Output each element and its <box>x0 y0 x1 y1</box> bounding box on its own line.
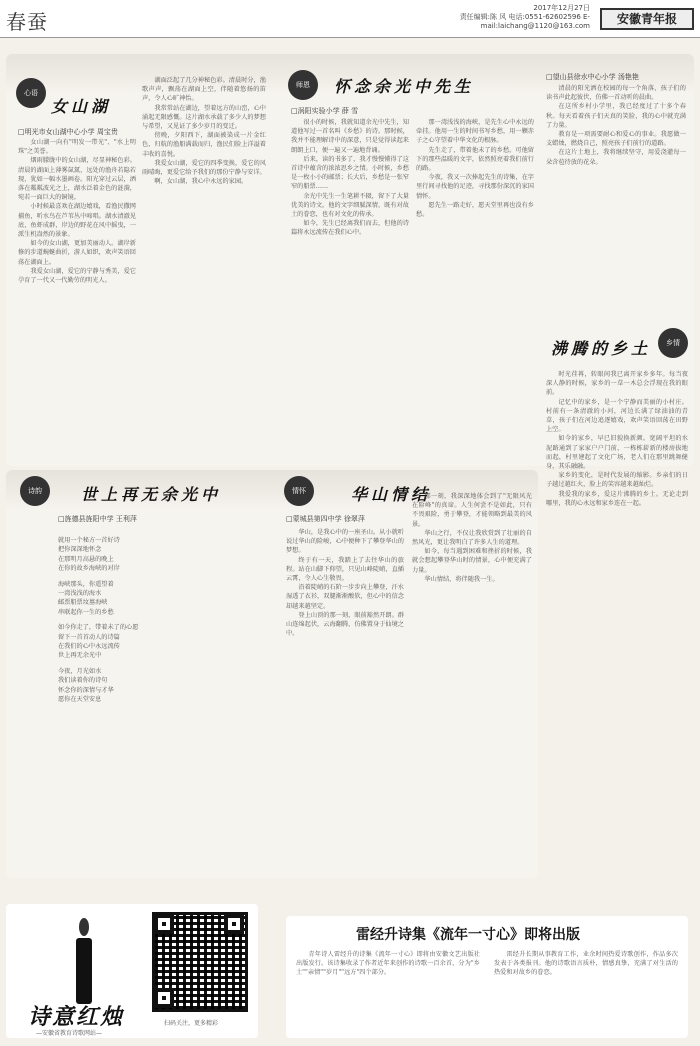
hill-body-col1 <box>18 138 136 454</box>
hill-para: 傍晚，夕阳西下，湖面被染成一片金红色，归航的渔船满载而归，渔民们脸上洋溢着丰收的喜悦。 <box>142 132 266 158</box>
mountain-para: 那一刻，我深深地体会到了"无限风光在险峰"的真谛。人生何尝不是如此，只有不畏艰险，勇于攀登，才能领略到最美的风景。 <box>412 493 532 528</box>
school-para: 清晨的阳光洒在校园的每一个角落，孩子们的读书声此起彼伏，仿佛一首动听的晨曲。 <box>546 85 686 102</box>
issue-date: 2017年12月27日 <box>533 4 590 12</box>
poem-line: 愿你在天堂安息 <box>58 696 102 704</box>
promo-brand-block <box>6 904 258 1038</box>
school-body <box>546 84 686 326</box>
hill-para: 如今的女山湖，更加美丽动人。湖岸新修的步道蜿蜒曲折，游人如织，欢声笑语回荡在湖面上。 <box>18 240 136 266</box>
poem-line: 在那明月高悬的晚上 <box>58 555 114 563</box>
poem-line: 如今你走了，带着未了的心愿 <box>58 624 139 632</box>
mountain-body-col2 <box>412 492 532 872</box>
hill-para: 湖面泛起了几分神秘色彩。清晨时分，渔歌声声，飘荡在湖面上空，伴随着悠扬的笛声，令人心旷神怡。 <box>142 77 266 103</box>
mountain-para: 华山情结，将伴随我一生。 <box>424 575 499 583</box>
mountain-para: 登上山顶的那一刻，眼前豁然开朗。群山连绵起伏，云海翻腾，仿佛置身于仙境之中。 <box>286 611 404 638</box>
poem-line: 今夜，月光如水 <box>58 667 102 675</box>
hill-title: 女山湖 <box>50 97 111 116</box>
qr-caption: 扫码关注，更多精彩 <box>164 1020 219 1027</box>
school-para: 教育是一项需要耐心和爱心的事业。我愿做一支蜡烛，燃烧自己，照亮孩子们前行的道路。 <box>546 131 686 148</box>
poem-line: 海峡那头，你遥望着 <box>58 580 114 588</box>
yu-author: □涡阳实验小学 薛 雪 <box>291 107 359 115</box>
hometown-title: 沸腾的乡土 <box>550 339 651 358</box>
hometown-para: 家乡的变化，是时代发展的缩影。乡亲们的日子越过越红火，脸上的笑容越来越灿烂。 <box>546 472 688 489</box>
yu-para: 今夜，我又一次捧起先生的诗集，在字里行间寻找他的足迹，寻找那份深沉的家国情怀。 <box>416 174 534 200</box>
yu-para: 余光中先生一生笔耕不辍，留下了大量优美的诗文。他的文字细腻深情，既有对故土的眷恋，也有对文化的传承。 <box>291 192 409 219</box>
mountain-badge-icon: 情怀 <box>284 476 314 506</box>
section-title: 春蚕 <box>6 10 48 34</box>
hill-badge-icon: 心语 <box>16 78 46 108</box>
mountain-para: 终于有一天，我踏上了去往华山的旅程。站在山脚下仰望，只见山峰陡峭，直插云霄，令人心生敬畏。 <box>286 556 404 583</box>
poem-line: 在我们的心中永远流传 <box>58 643 120 651</box>
hometown-para: 如今的家乡，早已旧貌换新颜。宽阔平坦的水泥路通到了家家户户门前，一栋栋崭新的楼房拔地而起，村里建起了文化广场，老人们在那里跳舞健身，其乐融融。 <box>546 435 688 471</box>
hill-para: 我爱女山湖，爱它的宁静与秀美，爱它孕育了一代又一代勤劳的明光人。 <box>18 267 136 285</box>
poem-line: 串联起你一生的乡愁 <box>58 608 114 616</box>
poem-badge-icon: 诗韵 <box>20 476 50 506</box>
poem-line: 把你深深地怀念 <box>58 546 102 554</box>
candle-icon <box>76 938 92 1004</box>
brand-calligraphy: 诗意红烛 <box>28 1004 125 1030</box>
announcement-title: 雷经升诗集《流年一寸心》即将出版 <box>356 927 580 943</box>
poem-line: 世上再无余光中 <box>58 652 102 660</box>
yu-body-col1 <box>291 118 409 458</box>
school-para: 在这所乡村小学里，我已经度过了十多个春秋。每天看着孩子们天真的笑脸，我的心中就充满了力量。 <box>546 103 686 129</box>
announcement-body <box>296 950 678 1032</box>
newspaper-logo: 安徽青年报 <box>600 8 694 30</box>
yu-para: 后来，读的书多了，我才慢慢懂得了这首诗中蕴含的浓浓思乡之情。小时候，乡愁是一枚小小的邮票；长大后，乡愁是一张窄窄的船票…… <box>291 155 409 191</box>
announcement-para: 青年诗人雷经升的诗集《流年一寸心》即将由安徽文艺出版社出版发行。该诗集收录了作者近年来创作的诗歌一百余首，分为"乡土""亲情""岁月""远方"四个部分。 <box>296 951 480 977</box>
hill-author: □明光市女山湖中心小学 周宝贵 <box>18 128 118 136</box>
yu-title: 怀念余光中先生 <box>333 77 474 96</box>
bottom-panel <box>6 470 538 878</box>
hometown-para: 记忆中的家乡，是一个宁静而美丽的小村庄。村前有一条清澈的小河，河边长满了绿油油的青草，孩子们在河边追逐嬉戏，欢声笑语回荡在田野上空。 <box>546 398 688 434</box>
flame-icon <box>79 918 89 936</box>
yu-para: 愿先生一路走好，愿天堂里再也没有乡愁。 <box>416 201 534 219</box>
hill-para: 烟雨朦胧中的女山湖，尽显神秘色彩。清晨的湖面上薄雾氤氲，远处的渔舟若隐若现，犹如一幅水墨画卷。阳光穿过云层，洒落在粼粼波光之上，湖水泛着金色的涟漪，宛若一面巨大的铜镜。 <box>18 157 136 202</box>
mountain-title: 华山情结 <box>350 485 431 504</box>
poem-body <box>58 536 258 866</box>
book-announcement <box>286 916 688 1038</box>
yu-para: 那一湾浅浅的海峡，是先生心中永远的牵挂。他用一生的时间书写乡愁，用一颗赤子之心守望着中华文化的根脉。 <box>416 119 534 145</box>
poem-line: 留下一首首动人的诗篇 <box>58 633 120 641</box>
poem-line: 就用一个秘方一首好诗 <box>58 537 120 544</box>
brand-slogan: —安徽省教育诗歌网站— <box>36 1030 103 1037</box>
mountain-para: 华山之行，不仅让我欣赏到了壮丽的自然风光，更让我明白了许多人生的道理。 <box>412 529 532 547</box>
hill-para: 小时候最喜欢在湖边嬉戏，看渔民撒网捕鱼，听水鸟在芦苇丛中啼唱。湖水清澈见底，鱼虾成群，岸边的野花在风中摇曳，一派生机盎然的景象。 <box>18 203 136 239</box>
hill-para: 女山湖一向有"明发一带光"、"水上明珠"之美誉。 <box>18 139 136 156</box>
poem-author: □旌德县旌阳中学 王利萍 <box>58 515 137 523</box>
hill-body-col2 <box>142 76 266 454</box>
yu-para: 先生走了，带着他未了的乡愁。可他留下的那些温暖的文字，依然照亮着我们前行的路。 <box>416 146 534 173</box>
poem-line: 邮票船票坟墓海峡 <box>58 599 108 607</box>
mountain-body-col1 <box>286 528 404 872</box>
hometown-body <box>546 370 688 874</box>
yu-badge-icon: 师恩 <box>288 70 318 100</box>
hill-para: 啊，女山湖，我心中永远的家园。 <box>154 178 248 186</box>
hill-para: 我常常站在湖边，望着远方的山峦，心中涌起无限感慨。这片湖水承载了多少人的梦想与希望，又见证了多少岁月的变迁。 <box>142 104 266 131</box>
yu-para: 很小的时候，我就知道余光中先生，知道他写过一首名叫《乡愁》的诗。那时候，我并不能理解诗中的深意，只是觉得读起来朗朗上口，便一遍又一遍地背诵。 <box>291 119 409 154</box>
school-author: □望山县徐水中心小学 汤艳艳 <box>546 73 639 81</box>
hill-para: 我爱女山湖，爱它的四季变换，爱它的风雨晴晦，更爱它给予我们的那份宁静与安详。 <box>142 159 266 177</box>
mountain-author: □蒙城县第四中学 徐翠萍 <box>286 515 365 523</box>
poem-line: 我们读着你的诗句 <box>58 677 108 685</box>
mountain-para: 华山，是我心中的一座圣山。从小就听说过华山的险峻，心中便种下了攀登华山的梦想。 <box>286 529 404 555</box>
editor-contact: 责任编辑:陈 风 电话:0551-62602596 E-mail:laichang@1120@163.com <box>459 13 590 30</box>
hometown-para: 我爱我的家乡，爱这片沸腾的乡土。无论走到哪里，我的心永远和家乡连在一起。 <box>546 490 688 507</box>
yu-para: 如今，先生已经离我们而去，但他的诗篇将永远流传在我们心中。 <box>291 220 409 237</box>
page-header <box>0 0 700 38</box>
poem-title: 世上再无余光中 <box>80 485 221 504</box>
announcement-para: 雷经升长期从事教育工作，业余时间热爱诗歌创作，作品多次发表于各类报刊。他的诗歌语言质朴，情感真挚，充满了对生活的热爱和对故乡的眷恋。 <box>494 951 678 977</box>
poem-line: 怀念你的深情与才华 <box>58 686 114 694</box>
mountain-para: 如今，每当遇到困难和挫折的时候，我就会想起攀登华山时的情景，心中便充满了力量。 <box>412 548 532 574</box>
school-para: 在这片土地上，我将继续坚守，用爱浇灌每一朵含苞待放的花朵。 <box>546 149 686 166</box>
hometown-para: 时光荏苒，转眼间我已离开家乡多年。每当夜深人静的时候，家乡的一草一木总会浮现在我的眼前。 <box>546 371 688 397</box>
poem-line: 一湾浅浅的海水 <box>58 590 102 598</box>
poem-line: 在你的故乡海峡的对岸 <box>58 565 120 573</box>
yu-body-col2 <box>416 118 534 458</box>
mountain-para: 沿着陡峭的石阶一步步向上攀登，汗水湿透了衣衫，双腿渐渐酸软，但心中的信念却越来越坚定。 <box>286 584 404 610</box>
header-meta <box>390 4 590 31</box>
qr-code[interactable] <box>152 912 248 1012</box>
hometown-badge-icon: 乡情 <box>658 328 688 358</box>
